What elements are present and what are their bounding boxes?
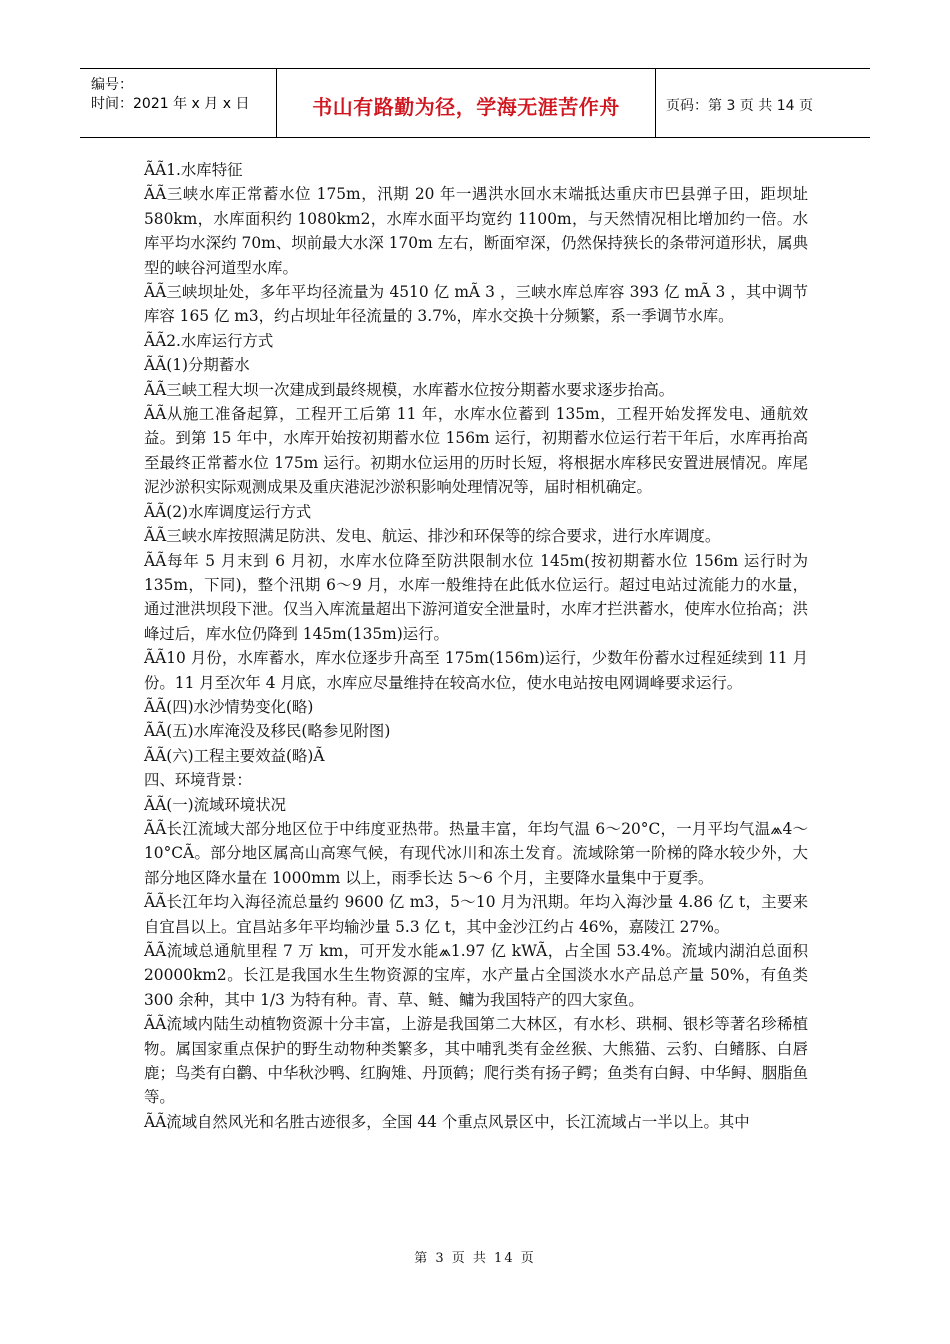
body-paragraph: ÃÃ从施工准备起算，工程开工后第 11 年，水库水位蓄到 135m，工程开始发挥发电、通航效益。到第 15 年中，水库开始按初期蓄水位 156m 运行，初期蓄水位运行若干年后，水库再抬高至最终正常蓄水位 175m 运行。初期水位运用的历时长短，将根据水库移民安置进展情况。库尾泥沙淤积实际观测成果及重庆港泥沙淤积影响处理情况等，届时相机确定。: [144, 405, 808, 497]
header-motto-cell: [277, 69, 656, 137]
page-footer: 第 3 页 共 14 页: [414, 1251, 536, 1266]
section-heading: ÃÃ(2)水库调度运行方式: [144, 502, 312, 521]
section-heading: ÃÃ(五)水库淹没及移民(略参见附图): [144, 722, 391, 741]
section-heading: ÃÃ(一)流域环境状况: [144, 795, 286, 814]
section-heading: ÃÃ1.水库特征: [144, 161, 243, 179]
body-paragraph: ÃÃ流域自然风光和名胜古迹很多，全国 44 个重点风景区中，长江流域占一半以上。其中: [144, 1112, 750, 1131]
header-info-cell: [80, 69, 277, 137]
document-number-label: 编号：: [91, 77, 133, 93]
document-date-label: 时间：2021 年 x 月 x 日: [91, 96, 250, 112]
page-header: [80, 68, 870, 138]
body-paragraph: ÃÃ长江流域大部分地区位于中纬度亚热带。热量丰富，年均气温 6～20°C，一月平均气温⩕4～10°CÃ。部分地区属高山高寒气候，有现代冰川和冻土发育。流域除第一阶梯的降水较少外，大部分地区降水量在 1000mm 以上，雨季长达 5～6 个月，主要降水量集中于夏季。: [144, 819, 808, 887]
body-paragraph: ÃÃ长江年均入海径流总量约 9600 亿 m3，5～10 月为汛期。年均入海沙量 4.86 亿 t，主要来自宜昌以上。宜昌站多年平均输沙量 5.3 亿 t，其中金沙江约占 46%，嘉陵江 27%。: [144, 893, 808, 936]
header-motto: 书山有路勤为径，学海无涯苦作舟: [312, 95, 620, 119]
header-page-cell: [656, 69, 870, 137]
chapter-heading: 四、环境背景：: [144, 771, 252, 790]
section-heading: ÃÃ2.水库运行方式: [144, 331, 274, 350]
body-paragraph: ÃÃ三峡工程大坝一次建成到最终规模，水库蓄水位按分期蓄水要求逐步抬高。: [144, 380, 675, 399]
document-body: [144, 158, 808, 1134]
section-heading: ÃÃ(1)分期蓄水: [144, 356, 250, 375]
section-heading: ÃÃ(四)水沙情势变化(略): [144, 697, 314, 716]
body-paragraph: ÃÃ流域总通航里程 7 万 km，可开发水能⩕1.97 亿 kWÃ，占全国 53.4%。流域内湖泊总面积 20000km2。长江是我国水生生物资源的宝库，水产量占全国淡水水产品总产量 50%，有鱼类 300 余种，其中 1/3 为特有种。青、草、鲢、鳙为我国特产的四大家鱼。: [144, 942, 808, 1009]
body-paragraph: ÃÃ流域内陆生动植物资源十分丰富，上游是我国第二大林区，有水杉、珙桐、银杉等著名珍稀植物。属国家重点保护的野生动物种类繁多，其中哺乳类有金丝猴、大熊猫、云豹、白鳍豚、白唇鹿；鸟类有白鹳、中华秋沙鸭、红胸雉、丹顶鹤；爬行类有扬子鳄；鱼类有白鲟、中华鲟、胭脂鱼等。: [144, 1015, 808, 1107]
body-paragraph: ÃÃ三峡坝址处，多年平均径流量为 4510 亿 mÃ 3 ，三峡水库总库容 393 亿 mÃ 3 ，其中调节库容 165 亿 m3，约占坝址年径流量的 3.7%，库水交换十分频繁，系一季调节水库。: [144, 283, 808, 326]
body-paragraph: ÃÃ每年 5 月末到 6 月初，水库水位降至防洪限制水位 145m(按初期蓄水位 156m 运行时为 135m，下同)，整个汛期 6～9 月，水库一般维持在此低水位运行。超过电站过流能力的水量，通过泄洪坝段下泄。仅当入库流量超出下游河道安全泄量时，水库才拦洪蓄水，使库水位抬高；洪峰过后，库水位仍降到 145m(135m)运行。: [144, 551, 808, 643]
section-heading: ÃÃ(六)工程主要效益(略)Ã: [144, 746, 325, 765]
body-paragraph: ÃÃ10 月份，水库蓄水，库水位逐步升高至 175m(156m)运行，少数年份蓄水过程延续到 11 月份。11 月至次年 4 月底，水库应尽量维持在较高水位，使水电站按电网调峰要求运行。: [144, 649, 808, 692]
body-paragraph: ÃÃ三峡水库正常蓄水位 175m，汛期 20 年一遇洪水回水末端抵达重庆市巴县弹子田，距坝址 580km，水库面积约 1080km2，水库水面平均宽约 1100m，与天然情况相比增加约一倍。水库平均水深约 70m、坝前最大水深 170m 左右，断面窄深，仍然保持狭长的条带河道形状，属典型的峡谷河道型水库。: [144, 185, 808, 277]
body-paragraph: ÃÃ三峡水库按照满足防洪、发电、航运、排沙和环保等的综合要求，进行水库调度。: [144, 527, 721, 546]
header-page-code: 页码：第 3 页 共 14 页: [666, 98, 813, 114]
